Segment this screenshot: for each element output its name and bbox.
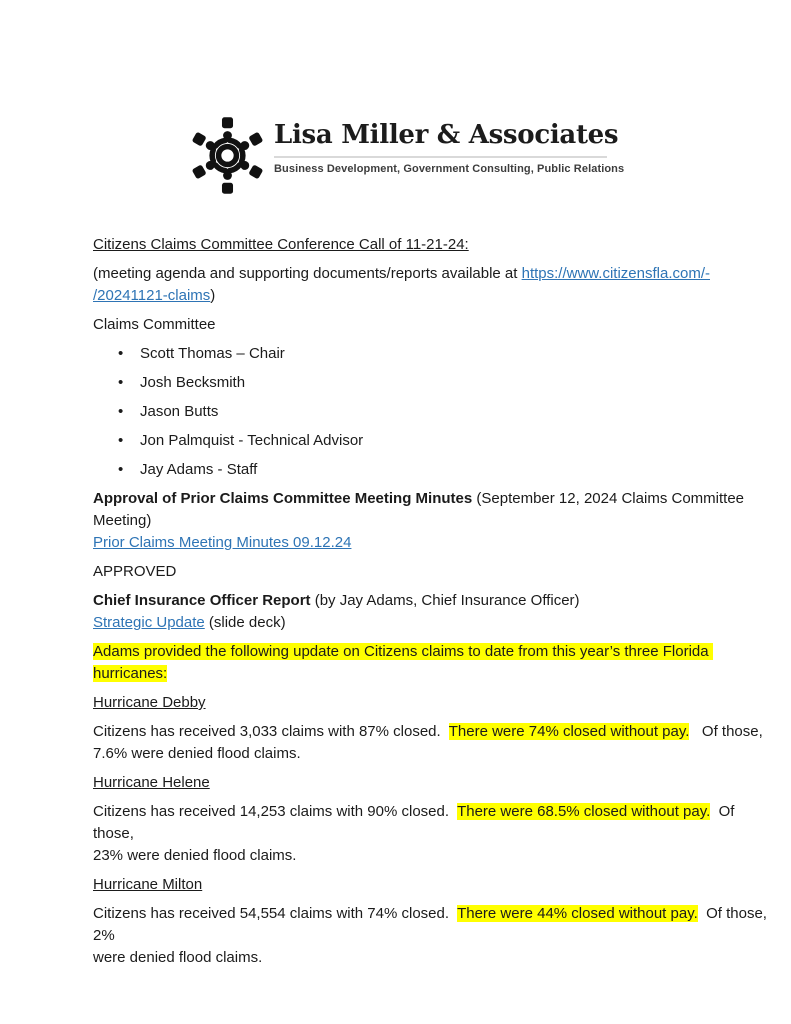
text-run: Citizens has received 14,253 claims with 90% closed. — [93, 803, 458, 820]
letterhead-divider — [274, 156, 607, 158]
list-item: • Josh Becksmith — [93, 372, 773, 394]
paragraph — [93, 488, 773, 554]
hyperlink[interactable]: /20241121-claims — [93, 287, 211, 304]
paragraph — [93, 801, 773, 867]
text-run: Of those, — [93, 803, 739, 842]
highlighted-text: There were 44% closed without pay. — [457, 905, 698, 922]
list-item: • Scott Thomas – Chair — [93, 343, 773, 365]
section-heading — [93, 234, 773, 256]
highlighted-text: hurricanes: — [93, 665, 168, 682]
paragraph — [93, 641, 773, 685]
paragraph — [93, 721, 773, 765]
text-run: (slide deck) — [204, 614, 286, 631]
text-run: (by Jay Adams, Chief Insurance Officer) — [310, 592, 580, 609]
people-collaboration-logo-icon — [185, 113, 270, 198]
paragraph — [93, 561, 773, 583]
letterhead — [185, 113, 791, 198]
text-run: 23% were denied flood claims. — [93, 847, 297, 864]
highlighted-text: There were 68.5% closed without pay. — [457, 803, 711, 820]
text-run: Hurricane Debby — [93, 694, 206, 711]
highlighted-text: Adams provided the following update on Citizens claims to date from this year’s three Florida — [93, 643, 713, 660]
company-name: Lisa Miller & Associates — [274, 120, 619, 150]
text-run: Citizens has received 54,554 claims with 74% closed. — [93, 905, 458, 922]
paragraph — [93, 590, 773, 634]
bold-text: Approval of Prior Claims Committee Meeting Minutes — [93, 490, 473, 507]
text-run: Meeting) — [93, 512, 152, 529]
text-run: ) — [210, 287, 216, 304]
hyperlink[interactable]: Prior Claims Meeting Minutes 09.12.24 — [93, 534, 352, 551]
company-tagline: Business Development, Government Consulting, Public Relations — [274, 162, 625, 175]
section-heading — [93, 692, 773, 714]
text-run: Claims Committee — [93, 316, 216, 333]
text-run: Citizens Claims Committee Conference Call of 11-21-24: — [93, 236, 469, 253]
paragraph — [93, 903, 773, 969]
section-heading — [93, 874, 773, 896]
highlighted-text: There were 74% closed without pay. — [448, 723, 690, 740]
hyperlink[interactable]: Strategic Update — [93, 614, 205, 631]
list-item: • Jon Palmquist - Technical Advisor — [93, 430, 773, 452]
paragraph — [93, 263, 773, 307]
text-run: 7.6% were denied flood claims. — [93, 745, 301, 762]
list-item: • Jay Adams - Staff — [93, 459, 773, 481]
text-run: Hurricane Helene — [93, 774, 210, 791]
list-item: • Jason Butts — [93, 401, 773, 423]
text-run: Of those, — [689, 723, 763, 740]
document-body — [93, 234, 773, 969]
text-run: were denied flood claims. — [93, 949, 263, 966]
text-run: (meeting agenda and supporting documents/reports available at — [93, 265, 522, 282]
text-run: APPROVED — [93, 563, 177, 580]
hyperlink[interactable]: https://www.citizensfla.com/- — [521, 265, 710, 282]
text-run: Citizens has received 3,033 claims with 87% closed. — [93, 723, 449, 740]
section-heading — [93, 772, 773, 794]
bold-text: Chief Insurance Officer Report — [93, 592, 311, 609]
paragraph — [93, 314, 773, 336]
text-run: (September 12, 2024 Claims Committee — [472, 490, 744, 507]
text-run: Of those, 2% — [93, 905, 772, 944]
text-run: Hurricane Milton — [93, 876, 203, 893]
letterhead-text — [274, 113, 624, 175]
committee-members-list — [93, 343, 773, 481]
